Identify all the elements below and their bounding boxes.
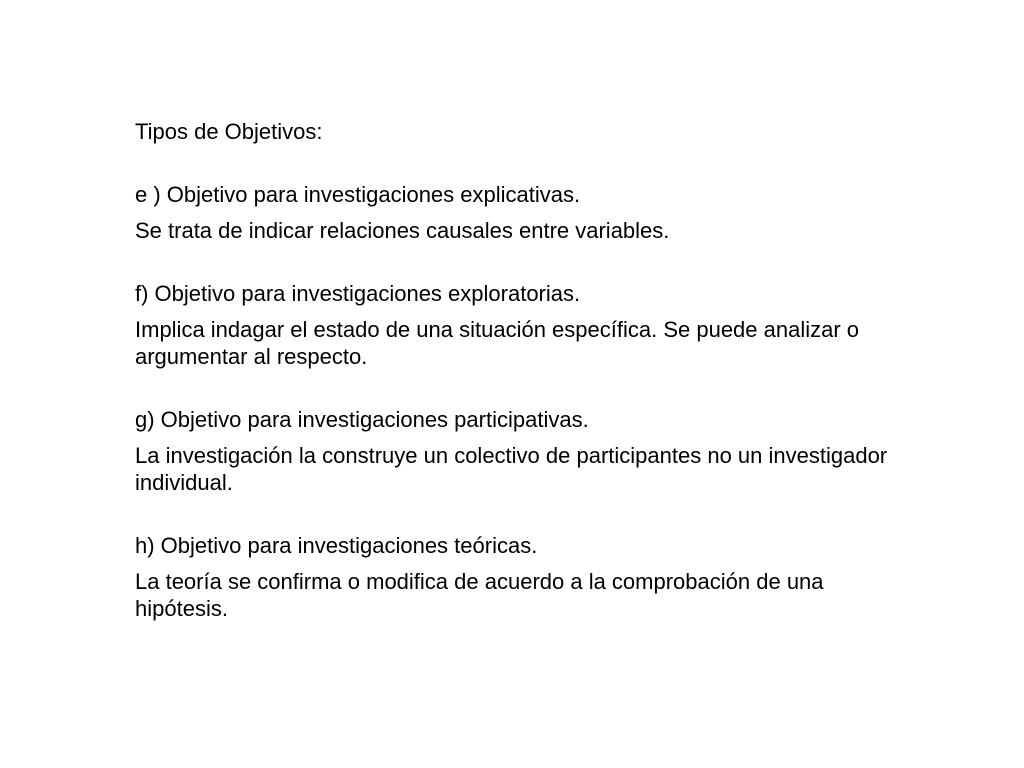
objective-section-h [135,532,895,622]
objective-section-g [135,406,895,496]
objective-description: Se trata de indicar relaciones causales entre variables. [135,218,670,243]
objective-description: Implica indagar el estado de una situación específica. Se puede analizar o argumentar al respecto. [135,317,860,369]
objective-section-f [135,280,895,370]
objective-heading: f) Objetivo para investigaciones exploratorias. [135,281,581,306]
objective-heading: g) Objetivo para investigaciones participativas. [135,407,589,432]
objective-heading: e ) Objetivo para investigaciones explicativas. [135,182,581,207]
objective-section-e [135,181,895,244]
objective-heading: h) Objetivo para investigaciones teóricas. [135,533,538,558]
slide-title: Tipos de Objetivos: [135,119,323,144]
slide-content [135,118,895,622]
objective-description: La investigación la construye un colectivo de participantes no un investigador individual. [135,443,888,495]
objective-description: La teoría se confirma o modifica de acuerdo a la comprobación de una hipótesis. [135,569,824,621]
